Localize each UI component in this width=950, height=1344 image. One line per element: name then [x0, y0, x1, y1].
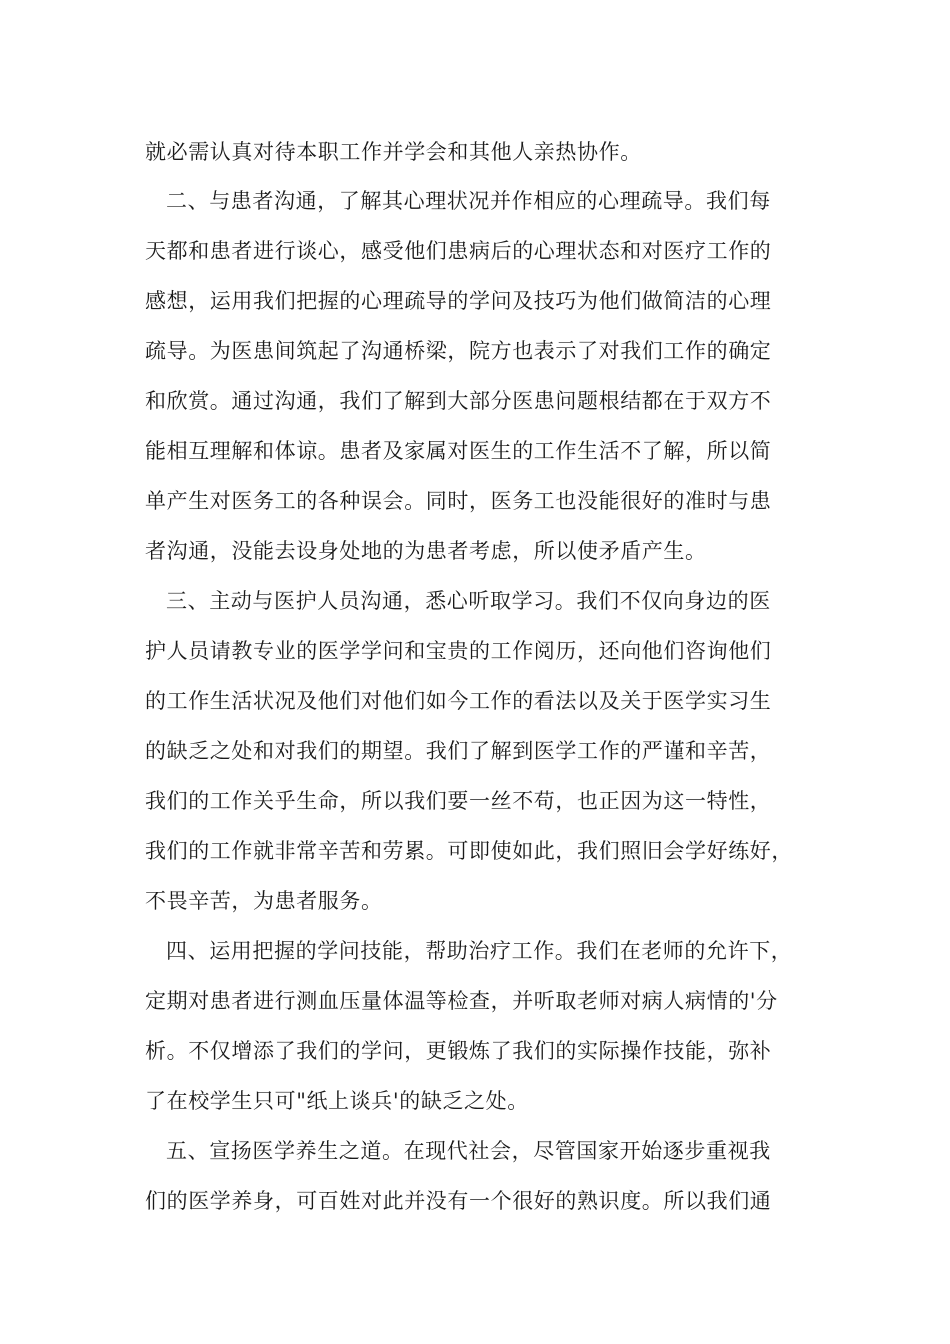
- text-line: 护人员请教专业的医学学问和宝贵的工作阅历，还向他们咨询他们: [145, 639, 772, 663]
- text-line: 和欣赏。通过沟通，我们了解到大部分医患问题根结都在于双方不: [145, 389, 772, 413]
- text-line: 者沟通，没能去设身处地的为患者考虑，所以使矛盾产生。: [145, 539, 707, 563]
- text-line: 感想，运用我们把握的心理疏导的学问及技巧为他们做简洁的心理: [145, 289, 772, 313]
- text-line: 单产生对医务工的各种误会。同时，医务工也没能很好的准时与患: [145, 489, 772, 513]
- text-line: 就必需认真对待本职工作并学会和其他人亲热协作。: [145, 140, 642, 164]
- text-line: 们的医学养身，可百姓对此并没有一个很好的熟识度。所以我们通: [145, 1189, 772, 1213]
- text-line: 不畏辛苦，为患者服务。: [145, 889, 383, 913]
- text-line: 能相互理解和体谅。患者及家属对医生的工作生活不了解，所以简: [145, 439, 772, 463]
- text-line: 的工作生活状况及他们对他们如今工作的看法以及关于医学实习生: [145, 689, 772, 713]
- text-line: 的缺乏之处和对我们的期望。我们了解到医学工作的严谨和辛苦，: [145, 739, 772, 763]
- text-line: 天都和患者进行谈心，感受他们患病后的心理状态和对医疗工作的: [145, 239, 772, 263]
- text-line: 了在校学生只可"纸上谈兵'的缺乏之处。: [145, 1089, 529, 1113]
- paragraph-start-line: 三、主动与医护人员沟通，悉心听取学习。我们不仅向身边的医: [166, 589, 771, 613]
- paragraph-start-line: 五、宣扬医学养生之道。在现代社会，尽管国家开始逐步重视我: [166, 1139, 771, 1163]
- text-line: 疏导。为医患间筑起了沟通桥梁，院方也表示了对我们工作的确定: [145, 339, 772, 363]
- paragraph-start-line: 二、与患者沟通，了解其心理状况并作相应的心理疏导。我们每: [166, 189, 771, 213]
- text-line: 我们的工作关乎生命，所以我们要一丝不苟，也正因为这一特性，: [145, 789, 772, 813]
- text-line: 析。不仅增添了我们的学问，更锻炼了我们的实际操作技能，弥补: [145, 1039, 772, 1063]
- text-line: 定期对患者进行测血压量体温等检查，并听取老师对病人病情的'分: [145, 989, 778, 1013]
- paragraph-start-line: 四、运用把握的学问技能，帮助治疗工作。我们在老师的允许下，: [166, 939, 793, 963]
- text-line: 我们的工作就非常辛苦和劳累。可即使如此，我们照旧会学好练好，: [145, 839, 793, 863]
